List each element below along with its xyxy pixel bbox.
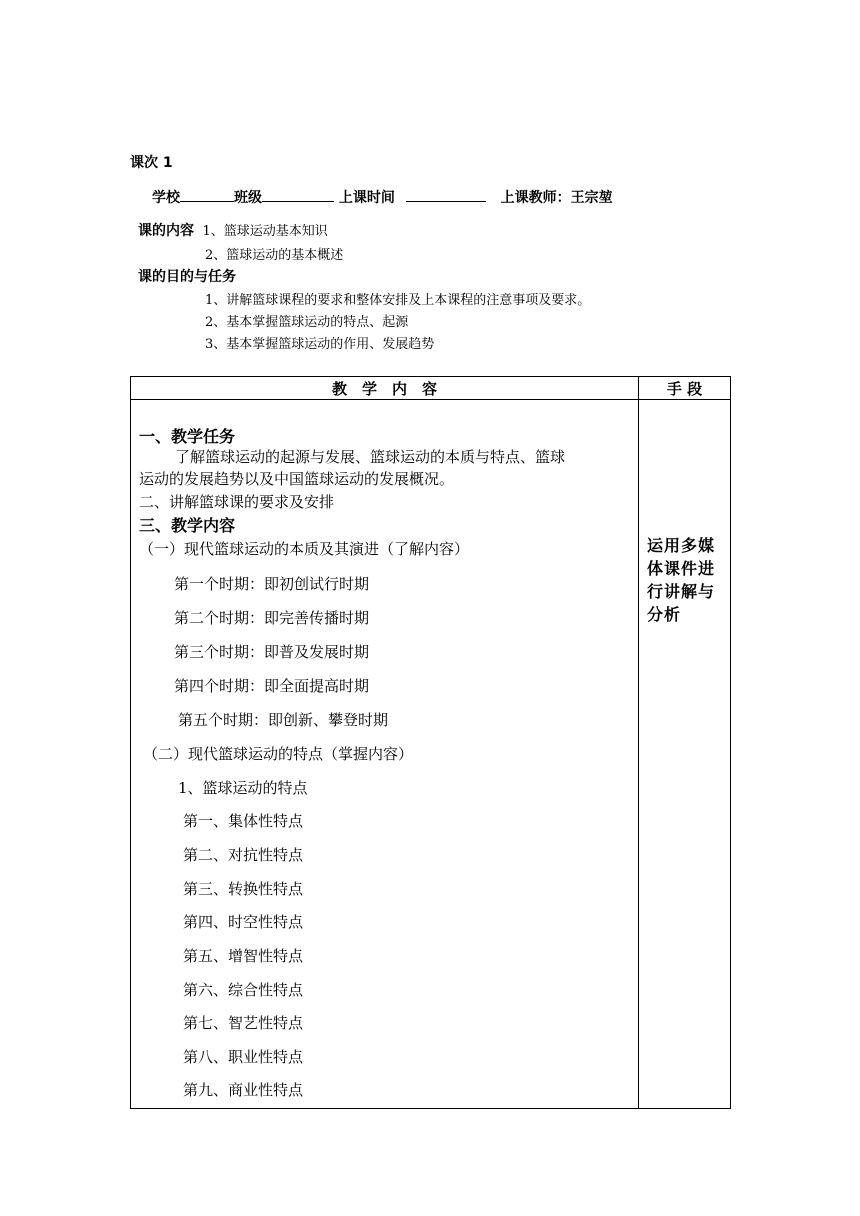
class-blank — [262, 187, 334, 202]
teacher-info: 上课教师：王宗堃 — [500, 190, 613, 206]
feature-item: 第四、时空性特点 — [183, 913, 304, 931]
period-item: 第一个时期：即初创试行时期 — [174, 575, 370, 593]
lesson-table — [130, 376, 731, 1109]
time-blank — [406, 187, 486, 202]
objective-item: 2、基本掌握篮球运动的特点、起源 — [205, 315, 409, 330]
feature-item: 第六、综合性特点 — [183, 981, 304, 999]
feature-item: 第五、增智性特点 — [183, 947, 304, 965]
objective-item: 3、基本掌握篮球运动的作用、发展趋势 — [205, 337, 435, 352]
course-content-row — [138, 220, 328, 240]
period-item: 第二个时期：即完善传播时期 — [174, 609, 370, 627]
feature-item: 第九、商业性特点 — [183, 1081, 304, 1099]
course-content-item: 1、篮球运动基本知识 — [202, 224, 328, 239]
section1-line1: 了解篮球运动的起源与发展、篮球运动的本质与特点、篮球 — [175, 448, 566, 466]
section1-title: 一、教学任务 — [139, 427, 236, 446]
class-label: 班级 — [234, 190, 262, 206]
period-item: 第三个时期：即普及发展时期 — [174, 643, 370, 661]
header-method: 手 段 — [639, 377, 731, 400]
course-content-label: 课的内容 — [138, 223, 194, 239]
info-line — [152, 187, 613, 207]
section3-title: 三、教学内容 — [139, 516, 236, 535]
school-label: 学校 — [152, 190, 180, 206]
time-label: 上课时间 — [338, 190, 395, 206]
course-content-item: 2、篮球运动的基本概述 — [205, 248, 344, 263]
feature-item: 第一、集体性特点 — [183, 812, 304, 830]
features-title: 1、篮球运动的特点 — [178, 779, 308, 797]
school-blank — [180, 187, 234, 202]
feature-item: 第七、智艺性特点 — [183, 1014, 304, 1032]
content-cell — [131, 400, 639, 1109]
period-item: 第四个时期：即全面提高时期 — [174, 677, 370, 695]
feature-item: 第二、对抗性特点 — [183, 846, 304, 864]
objective-item: 1、讲解篮球课程的要求和整体安排及上本课程的注意事项及要求。 — [205, 293, 591, 308]
sub2-title: （二）现代篮球运动的特点（掌握内容） — [143, 745, 414, 763]
lesson-number: 课次 1 — [130, 155, 173, 171]
feature-item: 第三、转换性特点 — [183, 880, 304, 898]
header-content: 教 学 内 容 — [131, 377, 639, 400]
sub1-title: （一）现代篮球运动的本质及其演进（了解内容） — [139, 540, 470, 558]
period-item: 第五个时期：即创新、攀登时期 — [178, 711, 389, 729]
method-cell: 运用多媒体课件进行讲解与分析 — [639, 400, 731, 1109]
section2-title: 二、讲解篮球课的要求及安排 — [139, 493, 335, 511]
objectives-label: 课的目的与任务 — [138, 269, 236, 285]
section1-line2: 运动的发展趋势以及中国篮球运动的发展概况。 — [139, 470, 455, 488]
feature-item: 第八、职业性特点 — [183, 1048, 304, 1066]
